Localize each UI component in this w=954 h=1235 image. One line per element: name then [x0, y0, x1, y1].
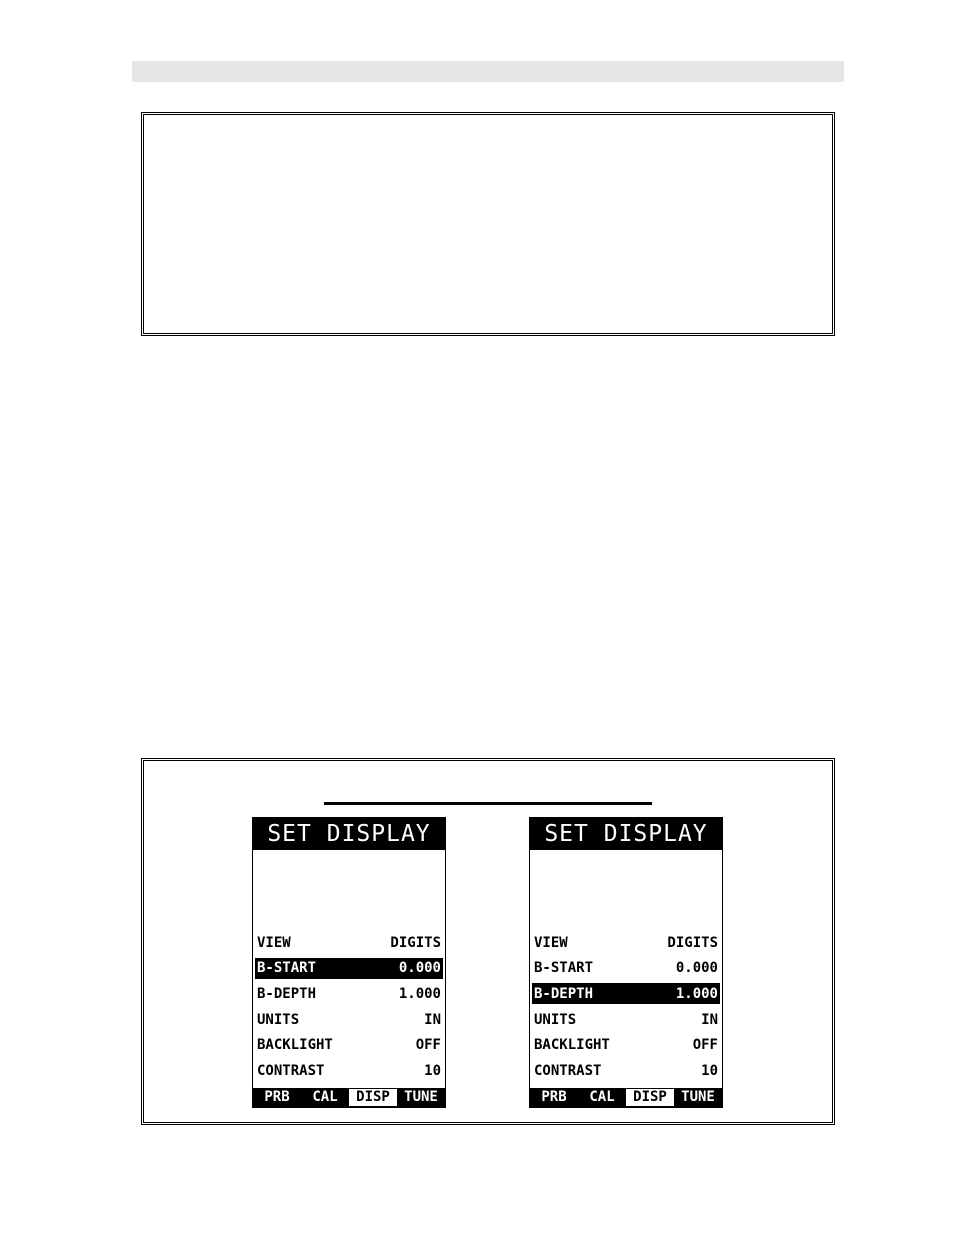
menu-row-b-depth[interactable]: [532, 983, 720, 1004]
figure-box: [141, 758, 835, 1125]
row-label: B-START: [257, 960, 317, 977]
menu-row-b-start[interactable]: [255, 958, 443, 979]
row-value: OFF: [415, 1037, 441, 1054]
tab-prb[interactable]: PRB: [264, 1089, 290, 1105]
row-value: IN: [701, 1011, 718, 1028]
tab-disp[interactable]: DISP: [349, 1089, 397, 1106]
row-label: B-START: [534, 960, 594, 977]
lcd-screen-left: [252, 817, 446, 1108]
row-label: UNITS: [257, 1011, 300, 1028]
row-label: UNITS: [534, 1011, 577, 1028]
tab-tune[interactable]: TUNE: [404, 1089, 438, 1105]
row-value: DIGITS: [667, 934, 718, 951]
menu-row-view[interactable]: [532, 930, 720, 956]
row-label: CONTRAST: [257, 1062, 325, 1079]
row-value: 10: [424, 1062, 441, 1079]
row-value: 10: [701, 1062, 718, 1079]
tab-disp[interactable]: DISP: [626, 1089, 674, 1106]
row-value: 0.000: [398, 960, 441, 977]
menu-row-units[interactable]: [532, 1007, 720, 1033]
row-label: BACKLIGHT: [534, 1037, 610, 1054]
row-label: BACKLIGHT: [257, 1037, 333, 1054]
menu-row-contrast[interactable]: [255, 1058, 443, 1084]
menu-row-units[interactable]: [255, 1007, 443, 1033]
menu-row-b-start[interactable]: [532, 956, 720, 982]
screen-title: SET DISPLAY: [253, 818, 445, 850]
row-label: CONTRAST: [534, 1062, 602, 1079]
menu-list: [532, 930, 720, 1084]
row-label: B-DEPTH: [534, 985, 594, 1002]
tab-cal[interactable]: CAL: [312, 1089, 338, 1105]
menu-row-backlight[interactable]: [532, 1032, 720, 1058]
screen-title: SET DISPLAY: [530, 818, 722, 850]
row-value: DIGITS: [390, 934, 441, 951]
row-label: VIEW: [534, 934, 568, 951]
row-value: 0.000: [675, 960, 718, 977]
figure-caption-underline: [324, 802, 652, 805]
row-label: VIEW: [257, 934, 291, 951]
menu-row-backlight[interactable]: [255, 1032, 443, 1058]
menu-row-b-depth[interactable]: [255, 981, 443, 1007]
tab-cal[interactable]: CAL: [589, 1089, 615, 1105]
row-value: 1.000: [675, 985, 718, 1002]
row-value: OFF: [692, 1037, 718, 1054]
tab-bar: [530, 1088, 722, 1107]
note-box: [141, 112, 835, 336]
menu-row-contrast[interactable]: [532, 1058, 720, 1084]
menu-row-view[interactable]: [255, 930, 443, 956]
tab-bar: [253, 1088, 445, 1107]
lcd-screen-right: [529, 817, 723, 1108]
row-value: IN: [424, 1011, 441, 1028]
row-value: 1.000: [398, 985, 441, 1002]
row-label: B-DEPTH: [257, 985, 317, 1002]
tab-prb[interactable]: PRB: [541, 1089, 567, 1105]
tab-tune[interactable]: TUNE: [681, 1089, 715, 1105]
menu-list: [255, 930, 443, 1084]
page-header-band: [132, 61, 844, 82]
